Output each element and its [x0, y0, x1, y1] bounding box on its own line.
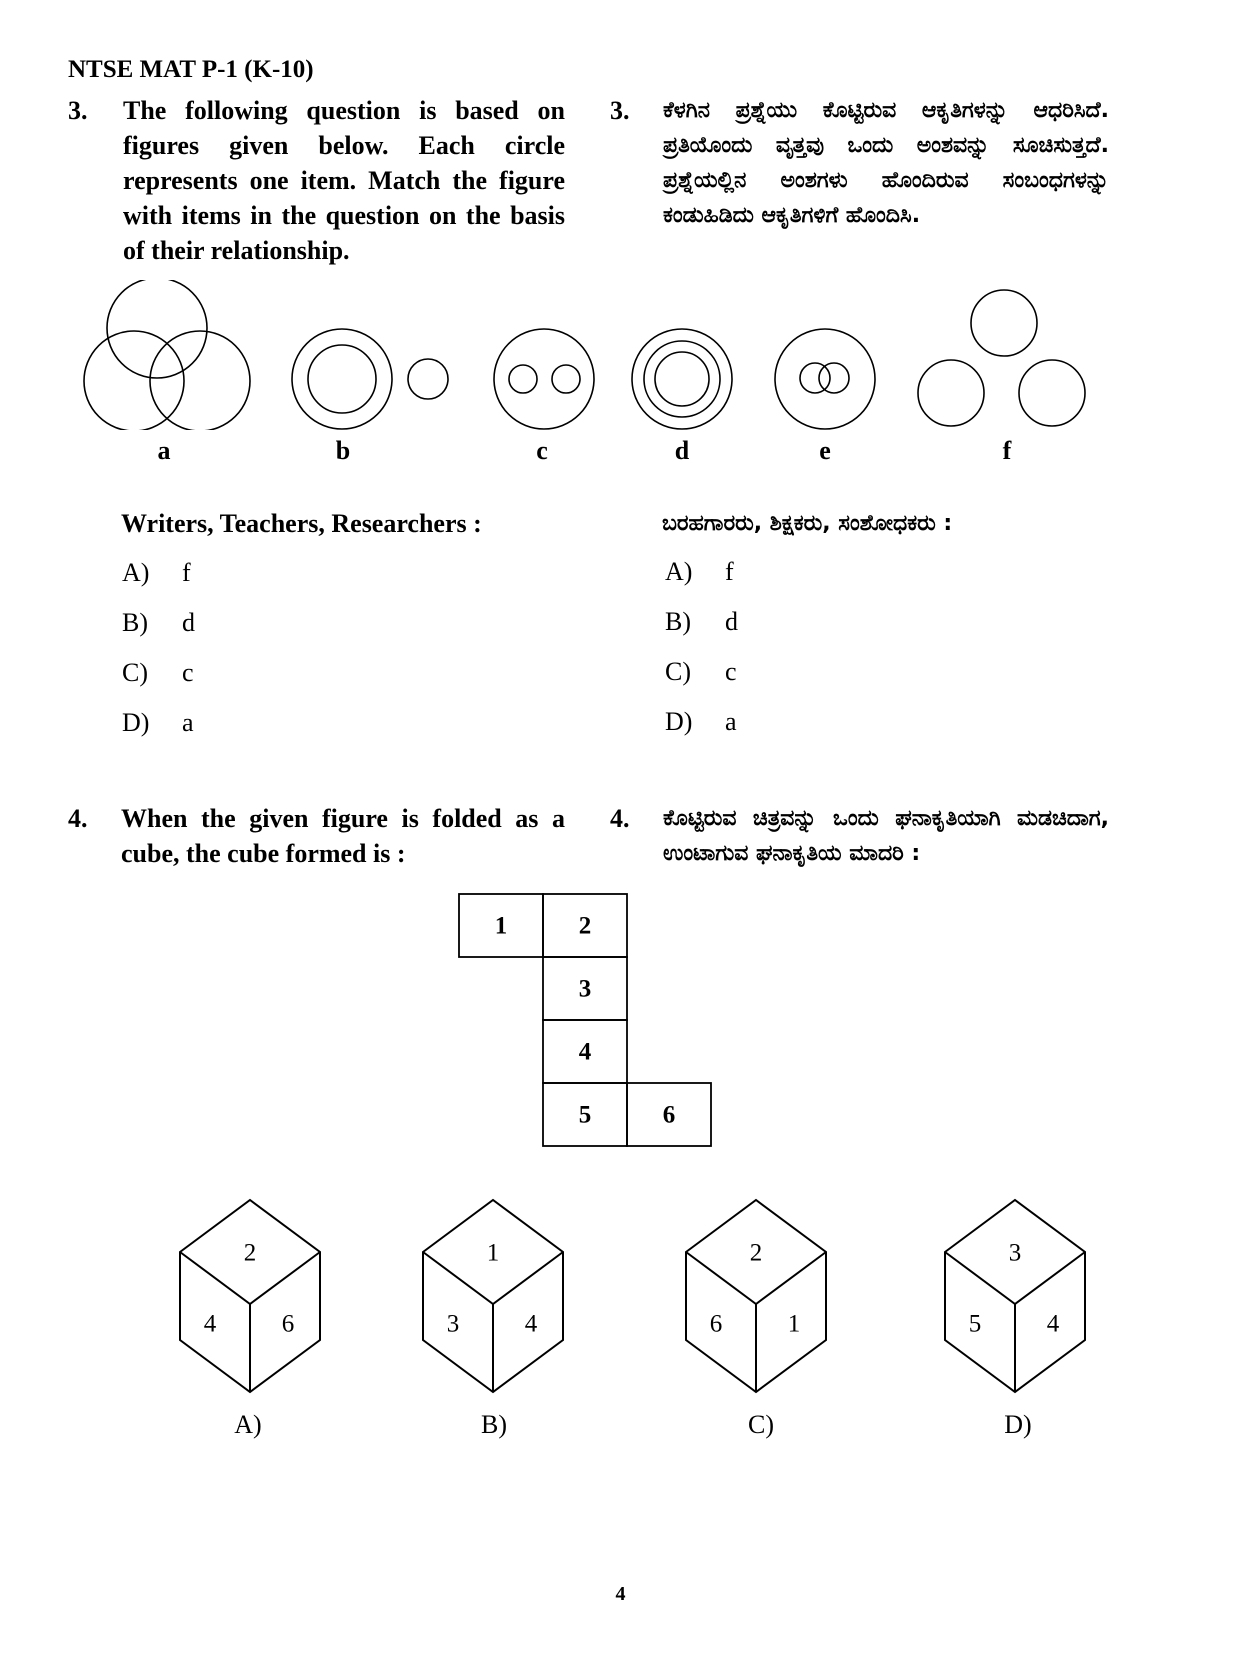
- page-number: 4: [615, 1583, 626, 1605]
- cube-d-right-face: 4: [1046, 1310, 1060, 1338]
- figure-label-c: c: [536, 436, 548, 465]
- cube-option-a[interactable]: [170, 1190, 330, 1400]
- figure-d: [632, 329, 732, 429]
- figure-f-circle-left: [918, 360, 984, 426]
- figure-d-inner-circle: [655, 352, 709, 406]
- net-face-1-label: 1: [494, 912, 508, 940]
- figure-label-b: b: [335, 436, 351, 465]
- cube-option-d[interactable]: [935, 1190, 1095, 1400]
- figure-label-d: d: [674, 436, 690, 465]
- cube-c-right-face: 1: [787, 1310, 801, 1338]
- page-header: NTSE MAT P-1 (K-10): [68, 56, 314, 83]
- net-face-2-label: 2: [578, 912, 592, 940]
- cube-b-caption: B): [481, 1410, 507, 1439]
- cube-a-left-face: 4: [203, 1310, 217, 1338]
- figure-d-outer-circle: [632, 329, 732, 429]
- net-face-6-label: 6: [662, 1101, 676, 1129]
- q4-text-en: When the given figure is folded as a cube, the cube formed is :: [121, 804, 565, 868]
- cube-a-caption: A): [234, 1410, 262, 1439]
- net-face-4-label: 4: [578, 1038, 592, 1066]
- q3-number-kn: 3.: [610, 96, 630, 125]
- cube-a-right-face: 6: [281, 1310, 295, 1338]
- q3-option-kn[interactable]: C) c: [665, 657, 737, 686]
- q3-number-en: 3.: [68, 96, 88, 125]
- figure-c-inner-circle-right: [552, 365, 580, 393]
- figure-f-circle-top: [971, 290, 1037, 356]
- q4-text-kn: ಕೊಟ್ಟಿರುವ ಚಿತ್ರವನ್ನು ಒಂದು ಘನಾಕೃತಿಯಾಗಿ ಮಡಚಿದಾಗ, ಉಂಟಾಗುವ ಘನಾಕೃತಿಯ ಮಾದರಿ :: [663, 806, 1109, 866]
- cube-option-b[interactable]: [413, 1190, 573, 1400]
- q3-text-kn: ಕೆಳಗಿನ ಪ್ರಶ್ನೆಯು ಕೊಟ್ಟಿರುವ ಆಕೃತಿಗಳನ್ನು ಆಧರಿಸಿದೆ. ಪ್ರತಿಯೊಂದು ವೃತ್ತವು ಒಂದು ಅಂಶವನ್ನು ಸೂಚಿಸುತ್ತದೆ. ಪ್ರಶ್ನೆಯಲ್ಲಿನ ಅಂಶಗಳು ಹೊಂದಿರುವ ಸಂಬಂಧಗಳನ್ನು ಕಂಡುಹಿಡಿದು ಆಕೃತಿಗಳಿಗೆ ಹೊಂದಿಸಿ.: [663, 98, 1109, 228]
- cube-c-left-face: 6: [709, 1310, 723, 1338]
- figure-c-inner-circle-left: [509, 365, 537, 393]
- cube-a-top-face: 2: [243, 1239, 257, 1267]
- cube-b-right-face: 4: [524, 1310, 538, 1338]
- net-face-5-label: 5: [578, 1101, 592, 1129]
- cube-d-caption: D): [1004, 1410, 1032, 1439]
- figure-a-circle-right: [150, 331, 250, 430]
- figure-b-separate-circle: [408, 359, 448, 399]
- figure-b: [292, 329, 448, 429]
- cube-d-left-face: 5: [968, 1310, 982, 1338]
- figure-a-circle-left: [84, 331, 184, 430]
- figure-c: [494, 329, 594, 429]
- net-face-3-label: 3: [578, 975, 592, 1003]
- q3-option-kn[interactable]: D) a: [665, 707, 737, 736]
- cube-option-c[interactable]: [676, 1190, 836, 1400]
- cube-b-top-face: 1: [486, 1239, 500, 1267]
- venn-figures: [0, 280, 1241, 430]
- cube-c-top-face: 2: [749, 1239, 763, 1267]
- q3-option-en[interactable]: A) f: [122, 558, 191, 587]
- q3-prompt-en: Writers, Teachers, Researchers :: [121, 509, 482, 538]
- figure-e-overlap-circle-right: [819, 363, 849, 393]
- figure-f-circle-right: [1019, 360, 1085, 426]
- figure-label-f: f: [1002, 436, 1012, 465]
- figure-f: [918, 290, 1085, 426]
- q3-prompt-kn: ಬರಹಗಾರರು, ಶಿಕ್ಷಕರು, ಸಂಶೋಧಕರು :: [662, 511, 953, 536]
- figure-label-e: e: [819, 436, 831, 465]
- figure-label-a: a: [157, 436, 171, 465]
- q3-option-kn[interactable]: B) d: [665, 607, 738, 636]
- q4-number-en: 4.: [68, 804, 88, 833]
- q3-text-en: The following question is based on figures given below. Each circle represents one item. Match the figure with items in the question on the basis of their relationship.: [123, 96, 565, 265]
- figure-e-overlap-circle-left: [800, 363, 830, 393]
- figure-e: [775, 329, 875, 429]
- cube-net: [455, 890, 717, 1155]
- figure-a: [84, 280, 250, 430]
- q3-option-en[interactable]: B) d: [122, 608, 195, 637]
- q3-option-kn[interactable]: A) f: [665, 557, 734, 586]
- figure-e-outer-circle: [775, 329, 875, 429]
- cube-b-left-face: 3: [446, 1310, 460, 1338]
- q4-number-kn: 4.: [610, 804, 630, 833]
- q3-option-en[interactable]: D) a: [122, 708, 194, 737]
- cube-d-top-face: 3: [1008, 1239, 1022, 1267]
- figure-b-inner-circle: [308, 345, 376, 413]
- q3-option-en[interactable]: C) c: [122, 658, 194, 687]
- cube-c-caption: C): [748, 1410, 774, 1439]
- figure-a-circle-top: [107, 280, 207, 378]
- figure-b-outer-circle: [292, 329, 392, 429]
